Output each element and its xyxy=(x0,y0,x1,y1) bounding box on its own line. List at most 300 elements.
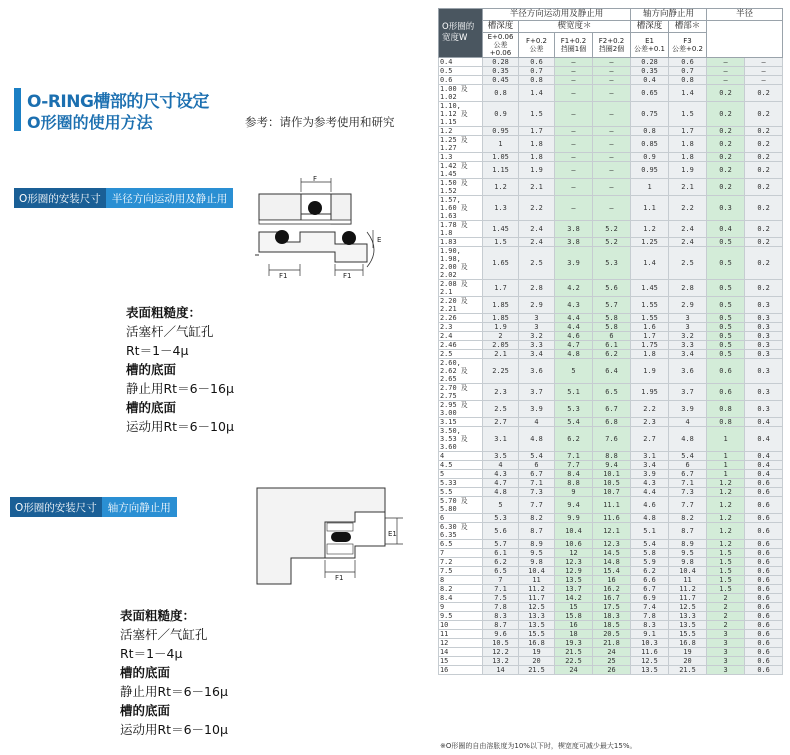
value-cell: – xyxy=(593,136,631,153)
value-cell: – xyxy=(593,196,631,221)
table-row xyxy=(439,350,783,359)
value-cell: 1.2 xyxy=(707,479,745,488)
value-cell: 5.4 xyxy=(669,452,707,461)
value-cell: 3.5 xyxy=(483,452,519,461)
width-cell: 1.3 xyxy=(439,153,483,162)
value-cell: 0.2 xyxy=(745,162,783,179)
value-cell: – xyxy=(593,102,631,127)
value-cell: 10.3 xyxy=(631,639,669,648)
width-cell: 3.15 xyxy=(439,418,483,427)
value-cell: 11.7 xyxy=(519,594,555,603)
value-cell: 0.2 xyxy=(745,136,783,153)
table-row xyxy=(439,576,783,585)
value-cell: 1.9 xyxy=(669,162,707,179)
value-cell: 1 xyxy=(707,452,745,461)
value-cell: 0.2 xyxy=(745,127,783,136)
table-row xyxy=(439,162,783,179)
value-cell: 5.4 xyxy=(555,418,593,427)
value-cell: 0.6 xyxy=(707,384,745,401)
width-cell: 8.2 xyxy=(439,585,483,594)
value-cell: 16.8 xyxy=(519,639,555,648)
table-row xyxy=(439,401,783,418)
value-cell: 4.3 xyxy=(555,297,593,314)
value-cell: 5.2 xyxy=(593,238,631,247)
column-header: F2+0.2 挡圈2個 xyxy=(593,33,631,58)
value-cell: 16 xyxy=(555,621,593,630)
value-cell: 3.1 xyxy=(631,452,669,461)
value-cell: 13.3 xyxy=(669,612,707,621)
value-cell: 0.4 xyxy=(707,221,745,238)
width-cell: 14 xyxy=(439,648,483,657)
value-cell: 2.3 xyxy=(483,384,519,401)
value-cell: 13.5 xyxy=(631,666,669,675)
table-row xyxy=(439,127,783,136)
value-cell: 0.5 xyxy=(707,297,745,314)
value-cell: 0.5 xyxy=(707,238,745,247)
width-cell: 7.5 xyxy=(439,567,483,576)
value-cell: 17.5 xyxy=(593,603,631,612)
value-cell: 8.9 xyxy=(669,540,707,549)
table-row xyxy=(439,297,783,314)
groove-dimension-table-wrapper xyxy=(438,8,782,675)
width-cell: 4 xyxy=(439,452,483,461)
table-row xyxy=(439,523,783,540)
value-cell: 3 xyxy=(707,630,745,639)
value-cell: 7.1 xyxy=(555,452,593,461)
value-cell: 11 xyxy=(519,576,555,585)
value-cell: 3.2 xyxy=(669,332,707,341)
value-cell: 0.3 xyxy=(745,332,783,341)
value-cell: 1.5 xyxy=(707,567,745,576)
value-cell: 1.5 xyxy=(519,102,555,127)
value-cell: 1.7 xyxy=(483,280,519,297)
table-row xyxy=(439,323,783,332)
width-cell: 1.78 及 1.8 xyxy=(439,221,483,238)
value-cell: 0.2 xyxy=(745,102,783,127)
value-cell: – xyxy=(555,85,593,102)
value-cell: – xyxy=(555,179,593,196)
value-cell: 3 xyxy=(519,323,555,332)
value-cell: 0.6 xyxy=(745,523,783,540)
table-row xyxy=(439,247,783,280)
value-cell: 3.3 xyxy=(519,341,555,350)
value-cell: 3.7 xyxy=(519,384,555,401)
value-cell: 8.7 xyxy=(669,523,707,540)
width-cell: 5.33 xyxy=(439,479,483,488)
width-cell: 1.00 及 1.02 xyxy=(439,85,483,102)
value-cell: 2 xyxy=(707,603,745,612)
width-cell: 2.20 及 2.21 xyxy=(439,297,483,314)
value-cell: 1.5 xyxy=(669,102,707,127)
value-cell: 26 xyxy=(593,666,631,675)
value-cell: 0.3 xyxy=(707,196,745,221)
value-cell: 0.2 xyxy=(745,238,783,247)
value-cell: 0.9 xyxy=(483,102,519,127)
value-cell: 1 xyxy=(707,470,745,479)
value-cell: 0.35 xyxy=(631,67,669,76)
table-row xyxy=(439,67,783,76)
value-cell: 0.3 xyxy=(745,384,783,401)
width-cell: 2.3 xyxy=(439,323,483,332)
value-cell: 1.65 xyxy=(483,247,519,280)
value-cell: 2.2 xyxy=(631,401,669,418)
value-cell: 11.7 xyxy=(669,594,707,603)
value-cell: 20 xyxy=(669,657,707,666)
value-cell: – xyxy=(593,162,631,179)
value-cell: 2.5 xyxy=(483,401,519,418)
value-cell: 13.5 xyxy=(555,576,593,585)
value-cell: 4.7 xyxy=(483,479,519,488)
width-cell: 0.5 xyxy=(439,67,483,76)
value-cell: 1.9 xyxy=(519,162,555,179)
table-row xyxy=(439,540,783,549)
value-cell: 2.2 xyxy=(669,196,707,221)
value-cell: 5.4 xyxy=(519,452,555,461)
value-cell: 0.85 xyxy=(631,136,669,153)
value-cell: 21.5 xyxy=(555,648,593,657)
value-cell: 8.3 xyxy=(483,612,519,621)
label-e: E xyxy=(377,236,382,244)
value-cell: 16.8 xyxy=(669,639,707,648)
axial-groove-diagram xyxy=(255,486,405,586)
table-row xyxy=(439,630,783,639)
value-cell: 3 xyxy=(707,666,745,675)
width-cell: 10 xyxy=(439,621,483,630)
table-row xyxy=(439,153,783,162)
value-cell: 1.2 xyxy=(483,179,519,196)
sub-header: 楔宽度＊ xyxy=(519,21,631,33)
section-badge-axial xyxy=(10,497,177,517)
value-cell: 6.8 xyxy=(593,418,631,427)
value-cell: 5.2 xyxy=(593,221,631,238)
value-cell: 1.45 xyxy=(631,280,669,297)
value-cell: 7.1 xyxy=(483,585,519,594)
value-cell: – xyxy=(555,67,593,76)
value-cell: 3.2 xyxy=(519,332,555,341)
value-cell: 0.2 xyxy=(707,179,745,196)
value-cell: 1.55 xyxy=(631,314,669,323)
value-cell: 0.6 xyxy=(745,576,783,585)
value-cell: 12.3 xyxy=(555,558,593,567)
width-cell: 0.6 xyxy=(439,76,483,85)
value-cell: – xyxy=(555,102,593,127)
value-cell: 1 xyxy=(631,179,669,196)
value-cell: 4.8 xyxy=(669,427,707,452)
value-cell: 0.6 xyxy=(745,648,783,657)
value-cell: 4.8 xyxy=(519,427,555,452)
value-cell: 10.5 xyxy=(593,479,631,488)
value-cell: 5.1 xyxy=(555,384,593,401)
width-cell: 6.30 及 6.35 xyxy=(439,523,483,540)
value-cell: 10.4 xyxy=(519,567,555,576)
value-cell: 9.5 xyxy=(669,549,707,558)
value-cell: 0.95 xyxy=(483,127,519,136)
width-cell: 1.57, 1.60 及 1.63 xyxy=(439,196,483,221)
value-cell: 6 xyxy=(519,461,555,470)
width-cell: 8.4 xyxy=(439,594,483,603)
table-row xyxy=(439,341,783,350)
table-row xyxy=(439,136,783,153)
value-cell: 0.6 xyxy=(745,497,783,514)
value-cell: 6 xyxy=(593,332,631,341)
value-cell: 12 xyxy=(555,549,593,558)
value-cell: 0.6 xyxy=(707,359,745,384)
value-cell: 8.9 xyxy=(519,540,555,549)
width-cell: 9 xyxy=(439,603,483,612)
value-cell: 3.9 xyxy=(669,401,707,418)
value-cell: 18.5 xyxy=(593,621,631,630)
value-cell: 7.8 xyxy=(483,603,519,612)
value-cell: 7.7 xyxy=(555,461,593,470)
value-cell: 0.5 xyxy=(707,247,745,280)
value-cell: 1.2 xyxy=(707,488,745,497)
value-cell: 1.8 xyxy=(519,136,555,153)
table-row xyxy=(439,470,783,479)
value-cell: 5.3 xyxy=(483,514,519,523)
value-cell: 11.6 xyxy=(631,648,669,657)
value-cell: 4 xyxy=(483,461,519,470)
value-cell: 3.4 xyxy=(669,350,707,359)
value-cell: 7.1 xyxy=(669,479,707,488)
value-cell: 3 xyxy=(669,323,707,332)
value-cell: 8.8 xyxy=(555,479,593,488)
value-cell: 6.2 xyxy=(555,427,593,452)
value-cell: – xyxy=(555,162,593,179)
value-cell: 0.6 xyxy=(745,639,783,648)
sub-header: 槽部＊ xyxy=(669,21,707,33)
value-cell: – xyxy=(555,58,593,67)
value-cell: 3.9 xyxy=(631,470,669,479)
width-cell: 5 xyxy=(439,470,483,479)
value-cell: 9.9 xyxy=(555,514,593,523)
width-cell: 5.70 及 5.80 xyxy=(439,497,483,514)
value-cell: 5.7 xyxy=(483,540,519,549)
value-cell: 19.3 xyxy=(555,639,593,648)
table-row xyxy=(439,558,783,567)
spec-line: 活塞杆／气缸孔 xyxy=(120,627,208,642)
column-header: F3 公差+0.2 xyxy=(669,33,707,58)
width-cell: 12 xyxy=(439,639,483,648)
table-row xyxy=(439,497,783,514)
table-row xyxy=(439,567,783,576)
width-cell: 15 xyxy=(439,657,483,666)
label-f1a: F1 xyxy=(279,272,288,280)
value-cell: 1.1 xyxy=(631,196,669,221)
value-cell: 7.1 xyxy=(519,479,555,488)
table-row xyxy=(439,238,783,247)
value-cell: 4.8 xyxy=(483,488,519,497)
value-cell: 0.3 xyxy=(745,350,783,359)
value-cell: 8.2 xyxy=(669,514,707,523)
value-cell: 0.5 xyxy=(707,280,745,297)
value-cell: 8.8 xyxy=(593,452,631,461)
value-cell: 0.2 xyxy=(707,136,745,153)
value-cell: 0.8 xyxy=(631,127,669,136)
value-cell: 6.5 xyxy=(483,567,519,576)
value-cell: 8.3 xyxy=(631,621,669,630)
value-cell: 6.2 xyxy=(593,350,631,359)
value-cell: 6.7 xyxy=(519,470,555,479)
value-cell: 1.2 xyxy=(631,221,669,238)
value-cell: 0.4 xyxy=(631,76,669,85)
value-cell: 11 xyxy=(669,576,707,585)
value-cell: 16.7 xyxy=(593,594,631,603)
value-cell: 5 xyxy=(483,497,519,514)
table-row xyxy=(439,76,783,85)
label-f: F xyxy=(313,175,318,183)
value-cell: 0.75 xyxy=(631,102,669,127)
column-header: E+0.06 公差 +0.06 xyxy=(483,33,519,58)
value-cell: – xyxy=(745,76,783,85)
value-cell: 5.3 xyxy=(555,401,593,418)
value-cell: 1.45 xyxy=(483,221,519,238)
value-cell: 19 xyxy=(669,648,707,657)
value-cell: 0.2 xyxy=(745,280,783,297)
value-cell: 4.3 xyxy=(483,470,519,479)
value-cell: 7.4 xyxy=(631,603,669,612)
value-cell: 24 xyxy=(593,648,631,657)
value-cell: 1.95 xyxy=(631,384,669,401)
value-cell: 6.1 xyxy=(593,341,631,350)
value-cell: 0.8 xyxy=(707,418,745,427)
value-cell: 4 xyxy=(669,418,707,427)
value-cell: 0.5 xyxy=(707,332,745,341)
value-cell: 7.6 xyxy=(593,427,631,452)
table-body xyxy=(439,58,783,675)
table-row xyxy=(439,461,783,470)
value-cell: 9.4 xyxy=(593,461,631,470)
value-cell: 12.5 xyxy=(631,657,669,666)
value-cell: 0.45 xyxy=(483,76,519,85)
value-cell: 1.9 xyxy=(483,323,519,332)
value-cell: 5.6 xyxy=(593,280,631,297)
value-cell: 0.6 xyxy=(745,621,783,630)
value-cell: 1.7 xyxy=(669,127,707,136)
value-cell: 1.75 xyxy=(631,341,669,350)
value-cell: 19 xyxy=(519,648,555,657)
value-cell: 0.4 xyxy=(745,452,783,461)
value-cell: 4.8 xyxy=(631,514,669,523)
table-row xyxy=(439,85,783,102)
table-row xyxy=(439,58,783,67)
group-header-axial: 轴方向静止用 xyxy=(631,9,707,21)
value-cell: 10.4 xyxy=(669,567,707,576)
table-row xyxy=(439,657,783,666)
width-cell: 2.70 及 2.75 xyxy=(439,384,483,401)
value-cell: 0.2 xyxy=(707,102,745,127)
value-cell: 5.3 xyxy=(593,247,631,280)
value-cell: 4.8 xyxy=(555,350,593,359)
value-cell: 2.3 xyxy=(631,418,669,427)
value-cell: 0.2 xyxy=(707,162,745,179)
group-header-radius: 半径 xyxy=(707,9,783,21)
value-cell: – xyxy=(707,76,745,85)
value-cell: 3.4 xyxy=(519,350,555,359)
table-row xyxy=(439,452,783,461)
value-cell: 0.2 xyxy=(707,127,745,136)
value-cell: 1.5 xyxy=(707,585,745,594)
table-row xyxy=(439,427,783,452)
radial-groove-diagram xyxy=(255,172,390,287)
radius-subheader-blank xyxy=(707,21,783,58)
value-cell: 7.3 xyxy=(669,488,707,497)
spec-line: 运动用Rt＝6－10μ xyxy=(126,419,234,434)
value-cell: 13.7 xyxy=(555,585,593,594)
value-cell: 12.2 xyxy=(483,648,519,657)
width-cell: 3.50, 3.53 及 3.60 xyxy=(439,427,483,452)
value-cell: 3.8 xyxy=(555,238,593,247)
corner-header: O形圈的 宽度W xyxy=(439,9,483,58)
table-row xyxy=(439,666,783,675)
value-cell: 3.1 xyxy=(483,427,519,452)
width-cell: 2.5 xyxy=(439,350,483,359)
value-cell: 12.1 xyxy=(593,523,631,540)
value-cell: 5.8 xyxy=(631,549,669,558)
column-header: F+0.2 公差 xyxy=(519,33,555,58)
value-cell: 9.4 xyxy=(555,497,593,514)
value-cell: 1.4 xyxy=(519,85,555,102)
value-cell: 14.8 xyxy=(593,558,631,567)
value-cell: 5.1 xyxy=(631,523,669,540)
value-cell: 14.2 xyxy=(555,594,593,603)
width-cell: 7 xyxy=(439,549,483,558)
value-cell: 22.5 xyxy=(555,657,593,666)
value-cell: 2.4 xyxy=(669,238,707,247)
value-cell: 0.8 xyxy=(483,85,519,102)
value-cell: 20.5 xyxy=(593,630,631,639)
spec-line: 表面粗糙度： xyxy=(120,608,196,623)
value-cell: 1 xyxy=(707,427,745,452)
table-row xyxy=(439,221,783,238)
table-row xyxy=(439,280,783,297)
value-cell: 7.7 xyxy=(519,497,555,514)
value-cell: 1.25 xyxy=(631,238,669,247)
width-cell: 2.4 xyxy=(439,332,483,341)
value-cell: 6.6 xyxy=(631,576,669,585)
value-cell: 13.3 xyxy=(519,612,555,621)
value-cell: 4.2 xyxy=(555,280,593,297)
width-cell: 1.42 及 1.45 xyxy=(439,162,483,179)
value-cell: 5.9 xyxy=(631,558,669,567)
value-cell: 0.2 xyxy=(707,153,745,162)
value-cell: 4.6 xyxy=(631,497,669,514)
table-row xyxy=(439,612,783,621)
page-title: O-RING槽部的尺寸设定 xyxy=(27,92,209,112)
table-row xyxy=(439,603,783,612)
table-footnote: ※O形圈的自由溶胀度为10%以下时，楔宽度可减少最大15%。 xyxy=(440,742,637,750)
spec-line: 槽的底面 xyxy=(126,400,177,415)
value-cell: 0.6 xyxy=(745,666,783,675)
width-cell: 2.08 及 2.1 xyxy=(439,280,483,297)
value-cell: 0.6 xyxy=(745,585,783,594)
value-cell: 12.9 xyxy=(555,567,593,576)
value-cell: 1.4 xyxy=(631,247,669,280)
value-cell: – xyxy=(555,127,593,136)
value-cell: – xyxy=(593,85,631,102)
value-cell: 1.55 xyxy=(631,297,669,314)
table-row xyxy=(439,594,783,603)
value-cell: 2.9 xyxy=(669,297,707,314)
value-cell: 2 xyxy=(707,621,745,630)
label-f1b: F1 xyxy=(343,272,352,280)
page-subtitle: O形圈的使用方法 xyxy=(27,113,153,132)
value-cell: 10.6 xyxy=(555,540,593,549)
sub-header: 槽深度 xyxy=(631,21,669,33)
width-cell: 1.2 xyxy=(439,127,483,136)
badge-part2: 轴方向静止用 xyxy=(102,497,177,517)
value-cell: – xyxy=(593,76,631,85)
value-cell: 0.2 xyxy=(707,85,745,102)
